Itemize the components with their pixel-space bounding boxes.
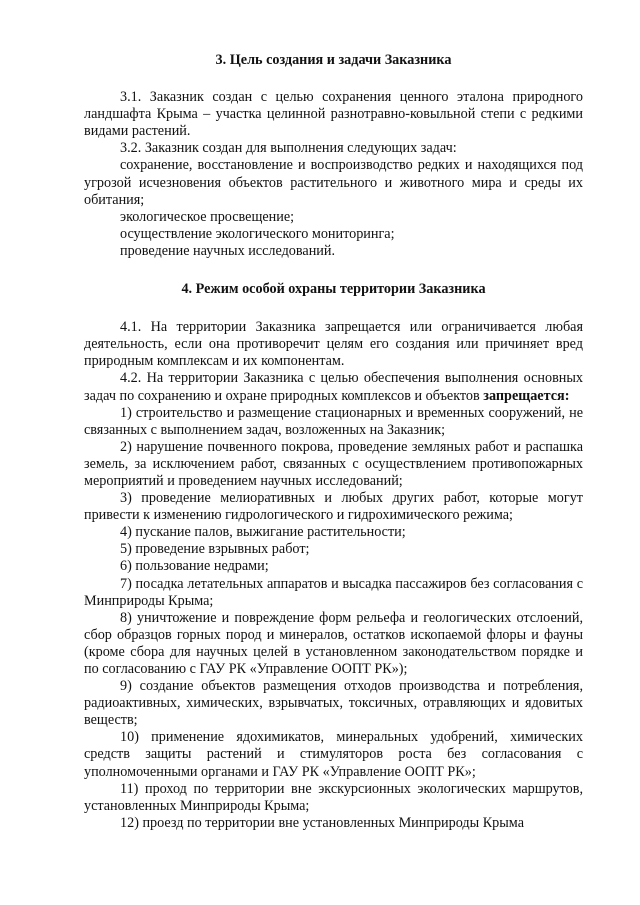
- paragraph-4-1: 4.1. На территории Заказника запрещается или ограничивается любая деятельность, если она противоречит целям его создания или причиняет вред природным комплексам и их компонентам.: [84, 319, 583, 370]
- prohibition-item-5: 5) проведение взрывных работ;: [120, 541, 310, 558]
- prohibition-item-9: 9) создание объектов размещения отходов производства и потребления, радиоактивных, химических, взрывчатых, токсичных, отравляющих и ядовитых веществ;: [84, 678, 583, 729]
- task-research: проведение научных исследований.: [120, 242, 336, 259]
- prohibition-item-2: 2) нарушение почвенного покрова, проведение земляных работ и распашка земель, за исключением работ, связанных с осуществлением противопожарных мероприятий и проведением научных исследований;: [84, 438, 583, 489]
- prohibition-item-8: 8) уничтожение и повреждение форм рельефа и геологических отслоений, сбор образцов горных пород и минералов, остатков ископаемой флоры и фауны (кроме сбора для научных целей в установленном законодательством порядке и по согласованию с ГАУ РК «Управление ООПТ РК»);: [84, 609, 583, 677]
- section-4-heading: 4. Режим особой охраны территории Заказника: [181, 281, 486, 298]
- paragraph-3-2: 3.2. Заказник создан для выполнения следующих задач:: [120, 140, 457, 157]
- paragraph-3-1: 3.1. Заказник создан с целью сохранения ценного эталона природного ландшафта Крыма – участка целинной разнотравно-ковыльной степи с редкими видами растений.: [84, 89, 583, 140]
- prohibition-item-7: 7) посадка летательных аппаратов и высадка пассажиров без согласования с Минприроды Крыма;: [84, 575, 583, 609]
- prohibition-item-4: 4) пускание палов, выжигание растительности;: [120, 524, 406, 541]
- task-monitoring: осуществление экологического мониторинга;: [120, 225, 395, 242]
- paragraph-4-2: [84, 370, 583, 404]
- prohibition-item-6: 6) пользование недрами;: [120, 558, 269, 575]
- prohibition-item-11: 11) проход по территории вне экскурсионных экологических маршрутов, установленных Минприроды Крыма;: [84, 780, 583, 814]
- task-preservation: сохранение, восстановление и воспроизводство редких и находящихся под угрозой исчезновения объектов растительного и животного мира и среды их обитания;: [84, 157, 583, 208]
- prohibition-item-10: 10) применение ядохимикатов, минеральных удобрений, химических средств защиты растений и стимуляторов роста без согласования с уполномоченными органами и ГАУ РК «Управление ООПТ РК»;: [84, 729, 583, 780]
- paragraph-4-2-text: 4.2. На территории Заказника с целью обеспечения выполнения основных задач по сохранению и охране природных комплексов и объектов: [84, 370, 583, 404]
- prohibition-item-12: 12) проезд по территории вне установленных Минприроды Крыма: [120, 814, 524, 831]
- prohibition-item-1: 1) строительство и размещение стационарных и временных сооружений, не связанных с выполнением задач, возложенных на Заказник;: [84, 404, 583, 438]
- task-education: экологическое просвещение;: [120, 208, 295, 225]
- section-3-heading: 3. Цель создания и задачи Заказника: [215, 52, 452, 68]
- prohibited-label: запрещается:: [483, 387, 570, 404]
- prohibition-item-3: 3) проведение мелиоративных и любых других работ, которые могут привести к изменению гидрологического и гидрохимического режима;: [84, 490, 583, 524]
